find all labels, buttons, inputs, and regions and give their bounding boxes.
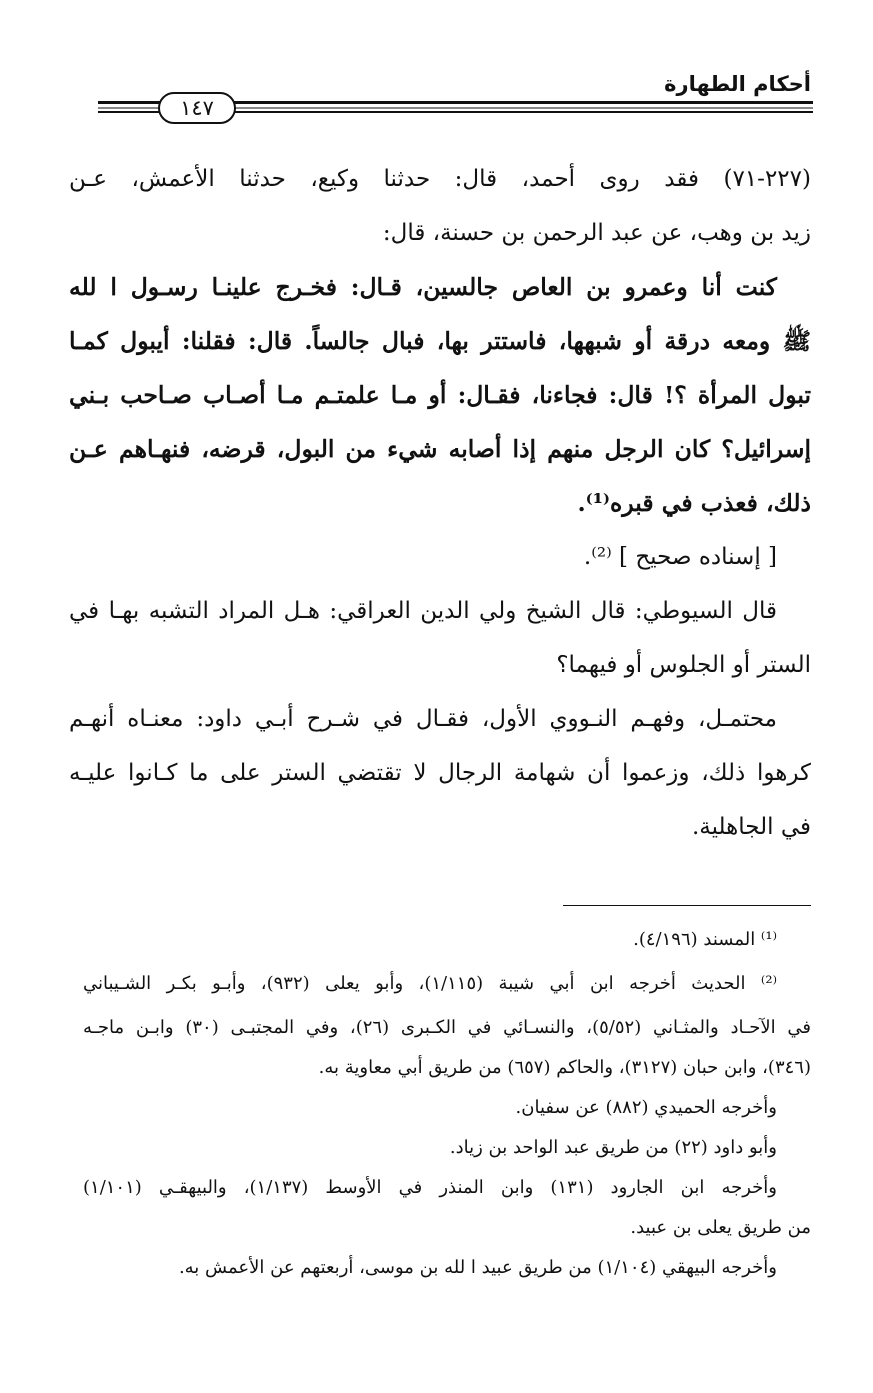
text-line: كرهوا ذلك، وزعموا أن شهامة الرجال لا تقتضي الستر على ما كـانوا عليـه bbox=[69, 760, 811, 786]
hadith-line: ذلك، فعذب في قبره⁽¹⁾. bbox=[577, 489, 811, 517]
text-line: الستر أو الجلوس أو فيهما؟ bbox=[556, 652, 811, 678]
hadith-line: إسرائيل؟ كان الرجل منهم إذا أصابه شيء من البول، قرضه، فنهـاهم عـن bbox=[69, 435, 812, 463]
grading-line: [ إسناده صحيح ] ⁽²⁾. bbox=[583, 544, 777, 570]
footnote-line: وأبو داود (٢٢) من طريق عبد الواحد بن زياد. bbox=[449, 1137, 777, 1158]
text-line: في الجاهلية. bbox=[691, 814, 811, 840]
footnote-line: وأخرجه ابن الجارود (١٣١) وابن المنذر في الأوسط (١/١٣٧)، والبيهقـي (١/١٠١) bbox=[83, 1177, 777, 1198]
footnote-line: في الآحـاد والمثـاني (٥/٥٢)، والنسـائي في الكـبرى (٢٦)، وفي المجتبـى (٣٠) وابـن ماجـه bbox=[83, 1017, 811, 1038]
page-number: ١٤٧ bbox=[158, 92, 236, 124]
footnote-line: ⁽¹⁾ المسند (٤/١٩٦). bbox=[633, 929, 777, 950]
hadith-line: تبول المرأة ؟! قال: فجاءنا، فقـال: أو مـا علمتـم مـا أصـاب صـاحب بـني bbox=[69, 381, 811, 409]
text-line: (٢٢٧-٧١) فقد روى أحمد، قال: حدثنا وكيع، حدثنا الأعمش، عـن bbox=[69, 166, 811, 192]
main-text bbox=[69, 152, 811, 854]
header-rule-left bbox=[98, 101, 160, 115]
footnotes bbox=[83, 920, 811, 1288]
footnote-line: من طريق يعلى بن عبيد. bbox=[630, 1217, 811, 1238]
footnote-line: وأخرجه الحميدي (٨٨٢) عن سفيان. bbox=[515, 1097, 777, 1118]
text-line: زيد بن وهب، عن عبد الرحمن بن حسنة، قال: bbox=[382, 220, 811, 246]
running-title: أحكام الطهارة bbox=[664, 72, 811, 96]
hadith-line: كنت أنا وعمرو بن العاص جالسين، قـال: فخـرج علينـا رسـول ا لله bbox=[69, 273, 777, 301]
footnote-line: وأخرجه البيهقي (١/١٠٤) من طريق عبيد ا لله بن موسى، أربعتهم عن الأعمش به. bbox=[178, 1257, 777, 1278]
footnote-line: ⁽²⁾ الحديث أخرجه ابن أبي شيبة (١/١١٥)، وأبو يعلى (٩٣٢)، وأبـو بكـر الشـيباني bbox=[83, 973, 777, 994]
text-line: محتمـل، وفهـم النـووي الأول، فقـال في شـرح أبـي داود: معنـاه أنهـم bbox=[69, 706, 777, 732]
text-line: قال السيوطي: قال الشيخ ولي الدين العراقي: هـل المراد التشبه بهـا في bbox=[69, 598, 777, 624]
footnote-separator bbox=[563, 905, 811, 906]
footnote-line: (٣٤٦)، وابن حبان (٣١٢٧)، والحاكم (٦٥٧) من طريق أبي معاوية به. bbox=[318, 1057, 811, 1078]
hadith-line: ﷺ ومعه درقة أو شبهها، فاستتر بها، فبال جالساً. قال: فقلنا: أيبول كمـا bbox=[69, 327, 811, 355]
header-rule bbox=[228, 101, 813, 115]
